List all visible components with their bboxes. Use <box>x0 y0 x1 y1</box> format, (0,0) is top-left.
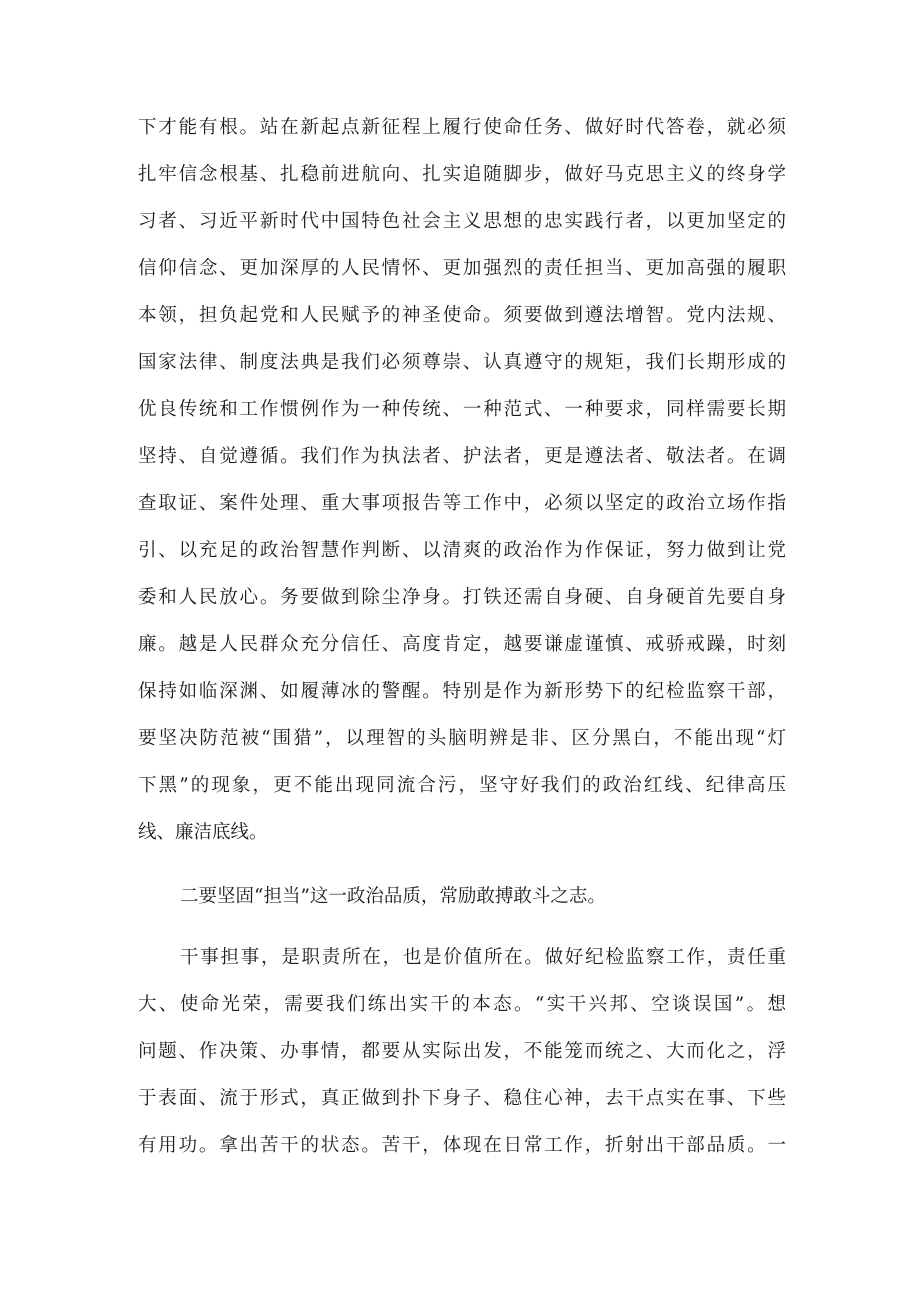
body-text-line: 线、廉洁底线。 <box>138 822 268 843</box>
body-text-line: 坚持、自觉遵循。我们作为执法者、护法者，更是遵法者、敬法者。在调 <box>138 446 786 467</box>
body-text-line: 优良传统和工作惯例作为一种传统、一种范式、一种要求，同样需要长期 <box>138 399 786 420</box>
body-text-line: 干事担事，是职责所在，也是价值所在。做好纪检监察工作，责任重 <box>180 947 786 968</box>
body-text-line: 于表面、流于形式，真正做到扑下身子、稳住心神，去干点实在事、下些 <box>138 1088 786 1109</box>
section-heading: 二要坚固“担当”这一政治品质，常励敢搏敢斗之志。 <box>180 886 606 907</box>
body-text-line: 问题、作决策、办事情，都要从实际出发，不能笼而统之、大而化之，浮 <box>138 1041 786 1062</box>
body-text-line: 保持如临深渊、如履薄冰的警醒。特别是作为新形势下的纪检监察干部， <box>138 681 786 702</box>
body-text-line: 引、以充足的政治智慧作判断、以清爽的政治作为作保证，努力做到让党 <box>138 540 786 561</box>
body-text-line: 本领，担负起党和人民赋予的神圣使命。须要做到遵法增智。党内法规、 <box>138 305 786 326</box>
body-text-line: 有用功。拿出苦干的状态。苦干，体现在日常工作，折射出干部品质。一 <box>138 1135 786 1156</box>
body-text-line: 国家法律、制度法典是我们必须尊崇、认真遵守的规矩，我们长期形成的 <box>138 352 786 373</box>
body-text-line: 要坚决防范被“围猎”，以理智的头脑明辨是非、区分黑白，不能出现“灯 <box>138 728 786 749</box>
body-text-line: 下黑”的现象，更不能出现同流合污，坚守好我们的政治红线、纪律高压 <box>138 775 786 796</box>
body-text-line: 习者、习近平新时代中国特色社会主义思想的忠实践行者，以更加坚定的 <box>138 211 786 232</box>
body-text-line: 信仰信念、更加深厚的人民情怀、更加强烈的责任担当、更加高强的履职 <box>138 258 786 279</box>
body-text-line: 廉。越是人民群众充分信任、高度肯定，越要谦虚谨慎、戒骄戒躁，时刻 <box>138 634 786 655</box>
body-text-line: 扎牢信念根基、扎稳前进航向、扎实追随脚步，做好马克思主义的终身学 <box>138 164 786 185</box>
body-text-line: 委和人民放心。务要做到除尘净身。打铁还需自身硬、自身硬首先要自身 <box>138 587 786 608</box>
body-text-line: 大、使命光荣，需要我们练出实干的本态。“实干兴邦、空谈误国”。想 <box>138 994 786 1015</box>
body-text-line: 下才能有根。站在新起点新征程上履行使命任务、做好时代答卷，就必须 <box>138 117 786 138</box>
body-text-line: 查取证、案件处理、重大事项报告等工作中，必须以坚定的政治立场作指 <box>138 493 786 514</box>
